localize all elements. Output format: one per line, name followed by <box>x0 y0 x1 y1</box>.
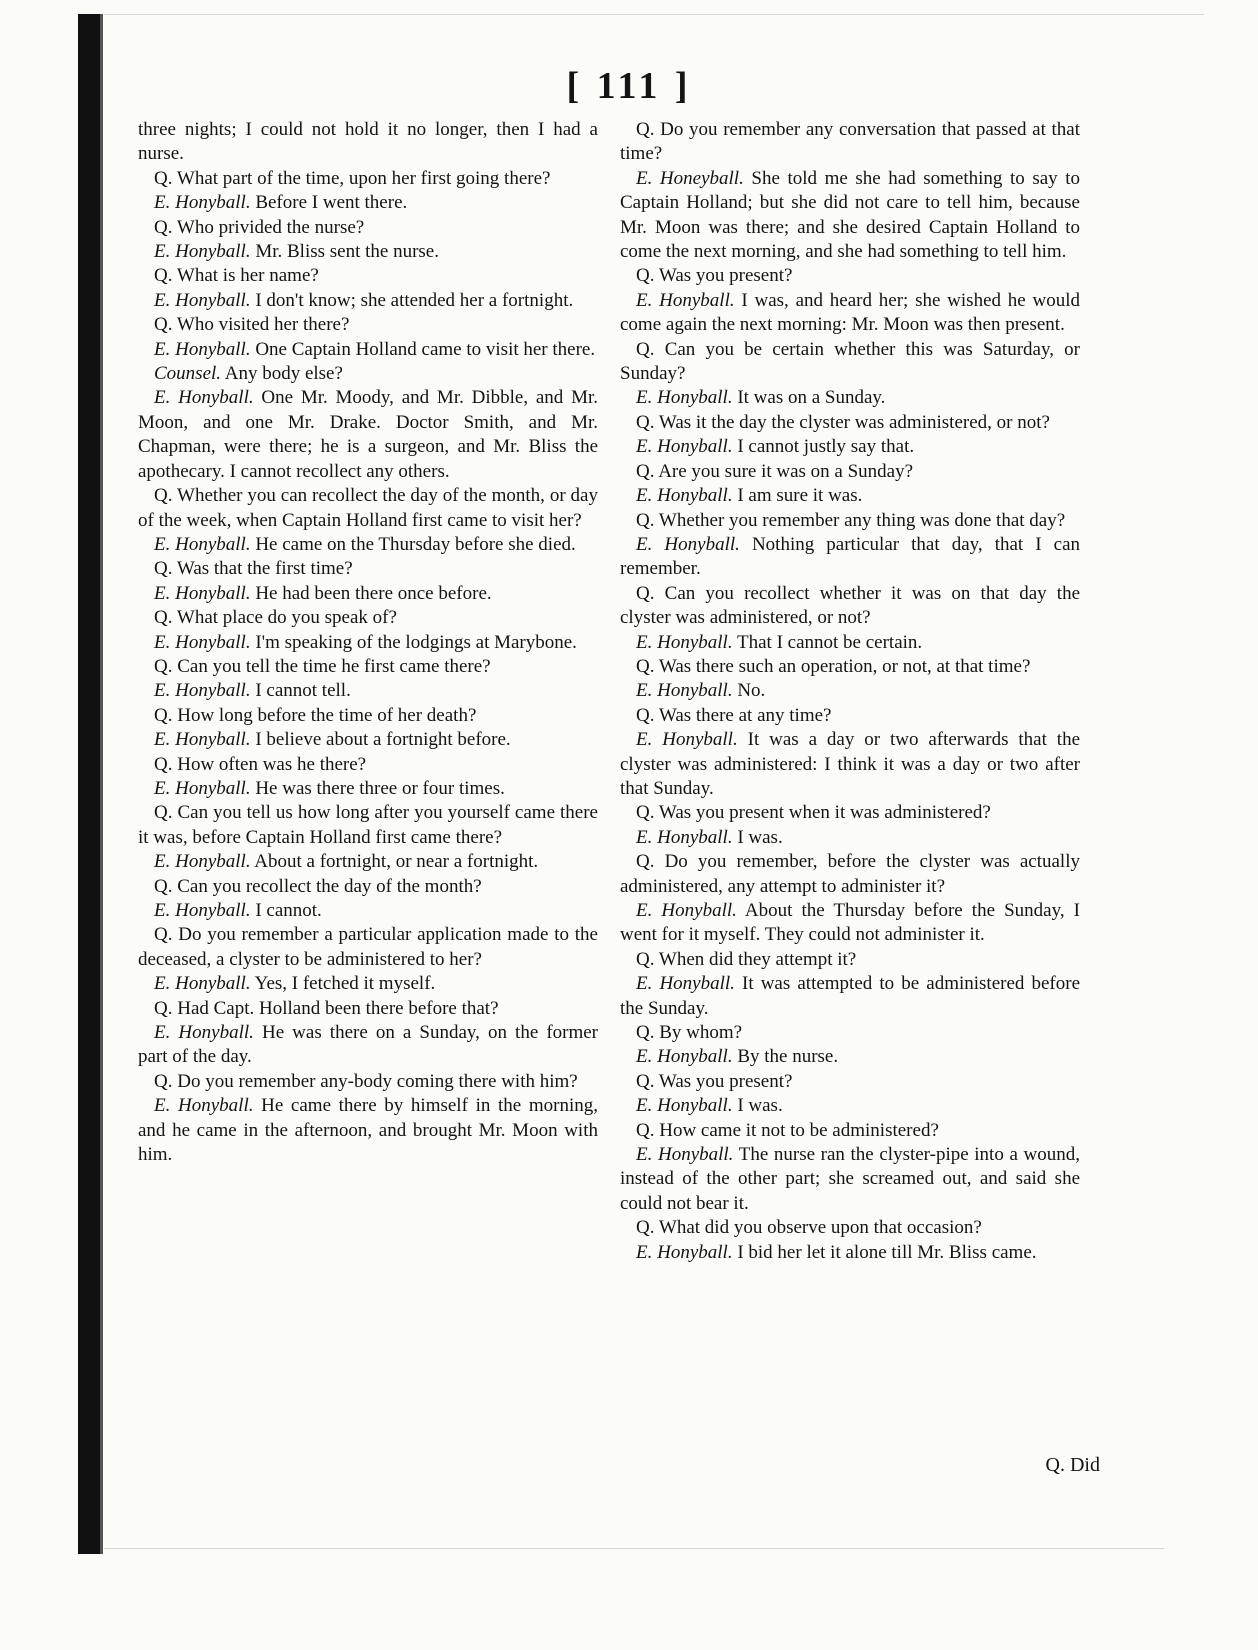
speaker-label: E. Honyball. <box>636 289 735 311</box>
speaker-label: E. Honyball. <box>154 192 251 214</box>
transcript-paragraph <box>138 631 598 655</box>
transcript-paragraph <box>138 875 598 899</box>
paragraph-text: When did they attempt it? <box>658 948 857 970</box>
paragraph-text: Was that the first time? <box>176 558 353 580</box>
transcript-paragraph <box>620 1241 1080 1265</box>
paragraph-text: Was there such an operation, or not, at that time? <box>658 655 1031 677</box>
transcript-paragraph <box>620 582 1080 631</box>
transcript-paragraph <box>620 1143 1080 1216</box>
speaker-label: E. Honyball. <box>154 851 251 873</box>
paragraph-text: What part of the time, upon her first going there? <box>176 167 551 189</box>
paragraph-text: Any body else? <box>224 363 343 385</box>
speaker-label: E. Honyball. <box>636 680 733 702</box>
paragraph-text: Whether you remember any thing was done that day? <box>658 509 1066 531</box>
transcript-paragraph <box>620 509 1080 533</box>
transcript-paragraph <box>620 289 1080 338</box>
transcript-paragraph <box>138 1070 598 1094</box>
transcript-paragraph <box>138 1094 598 1167</box>
paragraph-text: I am sure it was. <box>737 485 863 507</box>
transcript-paragraph <box>620 728 1080 801</box>
paragraph-text: How often was he there? <box>177 753 367 775</box>
speaker-label: E. Honyball. <box>636 1095 733 1117</box>
transcript-paragraph <box>620 533 1080 582</box>
paragraph-text: One Captain Holland came to visit her there. <box>255 338 596 360</box>
paragraph-text: Do you remember a particular application made to the deceased, a clyster to be administered to her? <box>138 924 598 970</box>
speaker-label: E. Honyball. <box>154 241 251 263</box>
speaker-label: Q. <box>636 265 655 287</box>
speaker-label: E. Honyball. <box>636 1046 733 1068</box>
speaker-label: Q. <box>154 655 173 677</box>
paragraph-text: It was attempted to be administered before the Sunday. <box>620 973 1081 1019</box>
speaker-label: E. Honyball. <box>636 1144 734 1166</box>
transcript-paragraph <box>620 850 1080 899</box>
paragraph-text: That I cannot be certain. <box>737 631 923 653</box>
paragraph-text: Do you remember any conversation that passed at that time? <box>620 119 1081 165</box>
speaker-label: Q. <box>636 948 655 970</box>
speaker-label: E. Honyball. <box>154 900 251 921</box>
transcript-paragraph <box>620 435 1080 459</box>
transcript-paragraph <box>138 240 598 264</box>
transcript-paragraph <box>138 289 598 313</box>
speaker-label: E. Honyball. <box>154 680 251 702</box>
paragraph-text: I was, and heard her; she wished he would come again the next morning: Mr. Moon was then present. <box>620 289 1080 336</box>
transcript-paragraph <box>620 1094 1080 1118</box>
scan-noise-top <box>104 14 1204 15</box>
transcript-paragraph <box>620 411 1080 435</box>
paragraph-text: Can you recollect the day of the month? <box>177 875 482 897</box>
speaker-label: Q. <box>154 997 173 1019</box>
paragraph-text: Was it the day the clyster was administered, or not? <box>658 411 1050 433</box>
speaker-label: E. Honyball. <box>154 338 251 360</box>
paragraph-text: Whether you can recollect the day of the month, or day of the week, when Captain Holland first came to visit her? <box>138 485 598 531</box>
paragraph-text: Before I went there. <box>255 192 408 214</box>
transcript-paragraph <box>620 631 1080 655</box>
transcript-paragraph <box>620 484 1080 508</box>
transcript-paragraph <box>138 557 598 581</box>
transcript-paragraph <box>138 338 598 362</box>
paragraph-text: I cannot tell. <box>255 680 351 702</box>
transcript-paragraph <box>620 1021 1080 1045</box>
paragraph-text: He came there by himself in the morning, and he came in the afternoon, and brought Mr. Moon with him. <box>138 1095 598 1166</box>
paragraph-text: Nothing particular that day, that I can remember. <box>620 533 1080 580</box>
transcript-paragraph <box>620 264 1080 288</box>
speaker-label: E. Honyball. <box>636 900 737 921</box>
book-spine-edge <box>100 14 103 1554</box>
paragraph-text: He came on the Thursday before she died. <box>255 533 576 555</box>
transcript-paragraph <box>620 1045 1080 1069</box>
transcript-paragraph <box>138 606 598 630</box>
transcript-paragraph <box>138 264 598 288</box>
speaker-label: Q. <box>154 265 173 287</box>
paragraph-text: Are you sure it was on a Sunday? <box>658 460 914 482</box>
transcript-paragraph <box>620 386 1080 410</box>
paragraph-text: No. <box>737 680 766 702</box>
paragraph-text: He was there on a Sunday, on the former part of the day. <box>138 1022 599 1068</box>
transcript-paragraph <box>138 118 598 167</box>
transcript-paragraph <box>138 216 598 240</box>
paragraph-text: What is her name? <box>176 265 319 287</box>
transcript-paragraph <box>138 753 598 777</box>
paragraph-text: What place do you speak of? <box>176 607 397 629</box>
speaker-label: E. Honyball. <box>154 387 254 409</box>
right-column <box>620 118 1080 1265</box>
paragraph-text: Was you present? <box>658 1070 793 1092</box>
transcript-paragraph <box>138 484 598 533</box>
paragraph-text: How came it not to be administered? <box>659 1119 939 1141</box>
speaker-label: E. Honyball. <box>154 582 251 604</box>
speaker-label: Q. <box>154 753 173 775</box>
speaker-label: E. Honyball. <box>154 729 251 751</box>
transcript-paragraph <box>138 191 598 215</box>
speaker-label: Q. <box>636 582 655 604</box>
transcript-paragraph <box>138 850 598 874</box>
transcript-paragraph <box>620 679 1080 703</box>
transcript-paragraph <box>620 118 1080 167</box>
paragraph-text: Who privided the nurse? <box>176 216 365 238</box>
speaker-label: E. Honyball. <box>154 973 251 995</box>
transcript-paragraph <box>620 1216 1080 1240</box>
transcript-paragraph <box>138 167 598 191</box>
paragraph-text: Was you present? <box>658 265 793 287</box>
catchword: Q. Did <box>1045 1454 1100 1476</box>
speaker-label: Q. <box>154 314 173 336</box>
speaker-label: Q. <box>154 875 173 897</box>
paragraph-text: Had Capt. Holland been there before that? <box>177 997 499 1019</box>
transcript-paragraph <box>620 460 1080 484</box>
speaker-label: Q. <box>636 338 655 360</box>
speaker-label: Q. <box>154 924 173 946</box>
transcript-paragraph <box>138 899 598 923</box>
speaker-label: Q. <box>636 655 655 677</box>
paragraph-text: She told me she had something to say to Captain Holland; but she did not care to tell him, because Mr. Moon was there; and she desired Captain Holland to come the next morning, and she had something to tell him. <box>620 167 1081 263</box>
speaker-label: Q. <box>636 1022 655 1044</box>
speaker-label: E. Honyball. <box>636 387 733 409</box>
speaker-label: Q. <box>636 1217 655 1239</box>
paragraph-text: By the nurse. <box>737 1046 839 1068</box>
scan-noise-bottom <box>104 1548 1164 1549</box>
speaker-label: E. Honyball. <box>636 973 735 995</box>
transcript-paragraph <box>138 313 598 337</box>
speaker-label: Q. <box>154 216 173 238</box>
paragraph-text: About a fortnight, or near a fortnight. <box>254 851 539 873</box>
paragraph-text: Mr. Bliss sent the nurse. <box>255 241 439 263</box>
speaker-label: Q. <box>154 607 173 629</box>
speaker-label: Q. <box>154 558 173 580</box>
speaker-label: Counsel. <box>154 363 222 385</box>
speaker-label: E. Honyball. <box>636 1241 733 1263</box>
speaker-label: Q. <box>636 802 655 824</box>
paragraph-text: I bid her let it alone till Mr. Bliss came. <box>737 1241 1037 1263</box>
speaker-label: E. Honyball. <box>154 631 251 653</box>
transcript-paragraph <box>620 801 1080 825</box>
transcript-paragraph <box>138 997 598 1021</box>
paragraph-text: He was there three or four times. <box>255 777 505 799</box>
transcript-paragraph <box>138 777 598 801</box>
transcript-paragraph <box>620 826 1080 850</box>
paragraph-text: Can you be certain whether this was Saturday, or Sunday? <box>620 338 1081 385</box>
paragraph-text: One Mr. Moody, and Mr. Dibble, and Mr. Moon, and one Mr. Drake. Doctor Smith, and Mr. Chapman, were there; he is a surgeon, and Mr. Bliss the apothecary. I cannot recollect any others. <box>138 387 598 482</box>
paragraph-text: I cannot justly say that. <box>737 436 915 458</box>
speaker-label: E. Honyball. <box>154 777 251 799</box>
speaker-label: E. Honyball. <box>636 436 733 458</box>
speaker-label: Q. <box>636 509 655 531</box>
paragraph-text: three nights; I could not hold it no longer, then I had a nurse. <box>138 119 598 165</box>
speaker-label: E. Honyball. <box>154 1022 254 1044</box>
paragraph-text: How long before the time of her death? <box>177 704 477 726</box>
transcript-paragraph <box>620 1119 1080 1143</box>
speaker-label: E. Honyball. <box>154 289 251 311</box>
transcript-paragraph <box>138 362 598 386</box>
transcript-paragraph <box>138 1021 598 1070</box>
paragraph-text: I don't know; she attended her a fortnight. <box>255 289 574 311</box>
speaker-label: E. Honyball. <box>154 1095 254 1117</box>
speaker-label: Q. <box>636 1070 655 1092</box>
paragraph-text: He had been there once before. <box>255 582 492 604</box>
paragraph-text: The nurse ran the clyster-pipe into a wound, instead of the other part; she screamed out, and said she could not bear it. <box>620 1144 1080 1214</box>
paragraph-text: Do you remember, before the clyster was actually administered, any attempt to administer it? <box>620 851 1080 897</box>
paragraph-text: Can you tell us how long after you yourself came there it was, before Captain Holland first came there? <box>138 802 598 848</box>
speaker-label: E. Honyball. <box>636 533 740 555</box>
speaker-label: E. Honyball. <box>154 533 251 555</box>
transcript-paragraph <box>620 948 1080 972</box>
book-spine-shadow <box>78 14 100 1554</box>
speaker-label: Q. <box>154 802 173 824</box>
paragraph-text: Can you tell the time he first came there? <box>177 655 491 677</box>
speaker-label: Q. <box>636 460 655 482</box>
speaker-label: E. Honyball. <box>636 729 738 751</box>
speaker-label: E. Honyball. <box>636 826 733 848</box>
paragraph-text: I was. <box>737 1095 783 1117</box>
paragraph-text: Was there at any time? <box>658 704 832 726</box>
speaker-label: E. Honyball. <box>636 631 733 653</box>
speaker-label: Q. <box>636 1119 655 1141</box>
transcript-paragraph <box>620 704 1080 728</box>
paragraph-text: Was you present when it was administered? <box>658 802 991 824</box>
paragraph-text: I'm speaking of the lodgings at Marybone. <box>255 631 577 653</box>
paragraph-text: By whom? <box>659 1022 743 1044</box>
paragraph-text: Who visited her there? <box>176 314 350 336</box>
transcript-paragraph <box>620 655 1080 679</box>
transcript-paragraph <box>138 582 598 606</box>
paragraph-text: It was a day or two afterwards that the clyster was administered: I think it was a day or two after that Sunday. <box>620 729 1081 799</box>
paragraph-text: Can you recollect whether it was on that day the clyster was administered, or not? <box>620 582 1081 629</box>
speaker-label: Q. <box>154 485 173 507</box>
transcript-paragraph <box>138 923 598 972</box>
paragraph-text: I cannot. <box>255 900 322 921</box>
transcript-paragraph <box>138 679 598 703</box>
speaker-label: Q. <box>154 1070 173 1092</box>
paragraph-text: What did you observe upon that occasion? <box>658 1217 982 1239</box>
paragraph-text: Do you remember any-body coming there with him? <box>177 1070 578 1092</box>
paragraph-text: It was on a Sunday. <box>737 387 886 409</box>
transcript-paragraph <box>138 655 598 679</box>
transcript-paragraph <box>138 704 598 728</box>
transcript-paragraph <box>138 533 598 557</box>
left-column <box>138 118 598 1167</box>
page-number: [ 111 ] <box>566 65 692 107</box>
speaker-label: Q. <box>636 411 655 433</box>
speaker-label: Q. <box>636 704 655 726</box>
speaker-label: Q. <box>154 704 173 726</box>
speaker-label: E. Honeyball. <box>636 167 744 189</box>
transcript-paragraph <box>620 338 1080 387</box>
transcript-paragraph <box>138 801 598 850</box>
transcript-paragraph <box>138 728 598 752</box>
speaker-label: Q. <box>154 167 173 189</box>
transcript-paragraph <box>620 972 1080 1021</box>
speaker-label: Q. <box>636 119 655 140</box>
paragraph-text: Yes, I fetched it myself. <box>254 973 436 995</box>
transcript-paragraph <box>620 899 1080 948</box>
paragraph-text: I believe about a fortnight before. <box>255 729 511 751</box>
paragraph-text: About the Thursday before the Sunday, I went for it myself. They could not administer it. <box>620 900 1080 946</box>
transcript-paragraph <box>138 386 598 484</box>
speaker-label: Q. <box>636 851 655 873</box>
transcript-paragraph <box>620 1070 1080 1094</box>
paragraph-text: I was. <box>737 826 783 848</box>
transcript-paragraph <box>620 167 1080 265</box>
transcript-paragraph <box>138 972 598 996</box>
speaker-label: E. Honyball. <box>636 485 733 507</box>
